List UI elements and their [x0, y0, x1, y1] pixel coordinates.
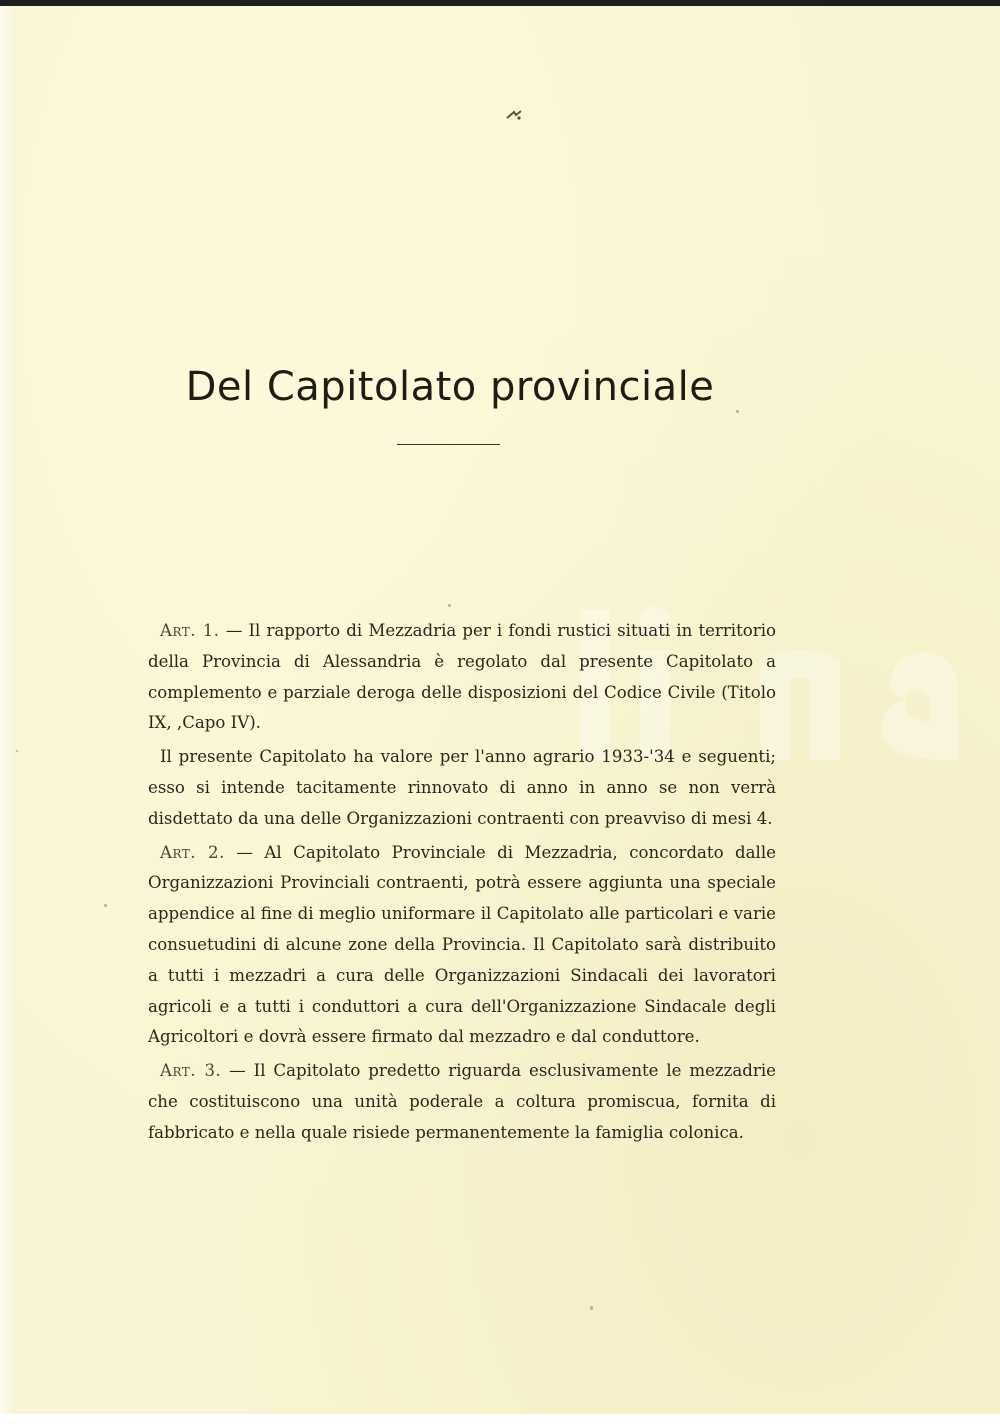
page-left-margin	[0, 6, 16, 1416]
article-3-text: — Il Capitolato predetto riguarda esclusivamente le mezzadrie che costituiscono una unità poderale a coltura promiscua, fornita di fabbricato e nella quale risiede permanentemente la famiglia colonica.	[148, 1061, 776, 1142]
article-2-label: Art. 2.	[160, 842, 225, 862]
article-1-text: — Il rapporto di Mezzadria per i fondi rustici situati in territorio della Provincia di Alessandria è regolato dal presente Capitolato a complemento e parziale deroga delle disposizioni del Codice Civile (Titolo IX, ,Capo IV).	[148, 621, 776, 733]
article-1-paragraph-2: Il presente Capitolato ha valore per l'anno agrario 1933-'34 e seguenti; esso si intende tacitamente rinnovato di anno in anno se non verrà disdettato da una delle Organizzazioni contraenti con preavviso di mesi 4.	[148, 747, 776, 828]
title-underline	[397, 444, 500, 445]
printer-mark-icon	[505, 108, 523, 122]
paper-speck	[448, 604, 451, 607]
article-1-paragraph-1	[148, 616, 776, 739]
document-body	[148, 616, 776, 1152]
scan-top-edge	[0, 0, 1000, 6]
article-2-paragraph-1	[148, 838, 776, 1054]
article-3-paragraph-1	[148, 1056, 776, 1148]
page-title: Del Capitolato provinciale	[185, 364, 715, 410]
paper-speck	[16, 750, 18, 752]
paper-speck	[104, 904, 107, 907]
paper-speck	[736, 410, 739, 413]
scan-bottom-edge	[0, 1414, 1000, 1424]
article-2-text: — Al Capitolato Provinciale di Mezzadria, concordato dalle Organizzazioni Provinciali contraenti, potrà essere aggiunta una speciale appendice al fine di meglio uniformare il Capitolato alle particolari e varie consuetudini di alcune zone della Provincia. Il Capitolato sarà distribuito a tutti i mezzadri a cura delle Organizzazioni Sindacali dei lavoratori agricoli e a tutti i conduttori a cura dell'Organizzazione Sindacale degli Agricoltori e dovrà essere firmato dal mezzadro e dal conduttore.	[148, 842, 776, 1047]
article-3-label: Art. 3.	[160, 1061, 222, 1081]
article-1-label: Art. 1.	[160, 621, 220, 640]
paper-speck	[590, 1306, 593, 1310]
